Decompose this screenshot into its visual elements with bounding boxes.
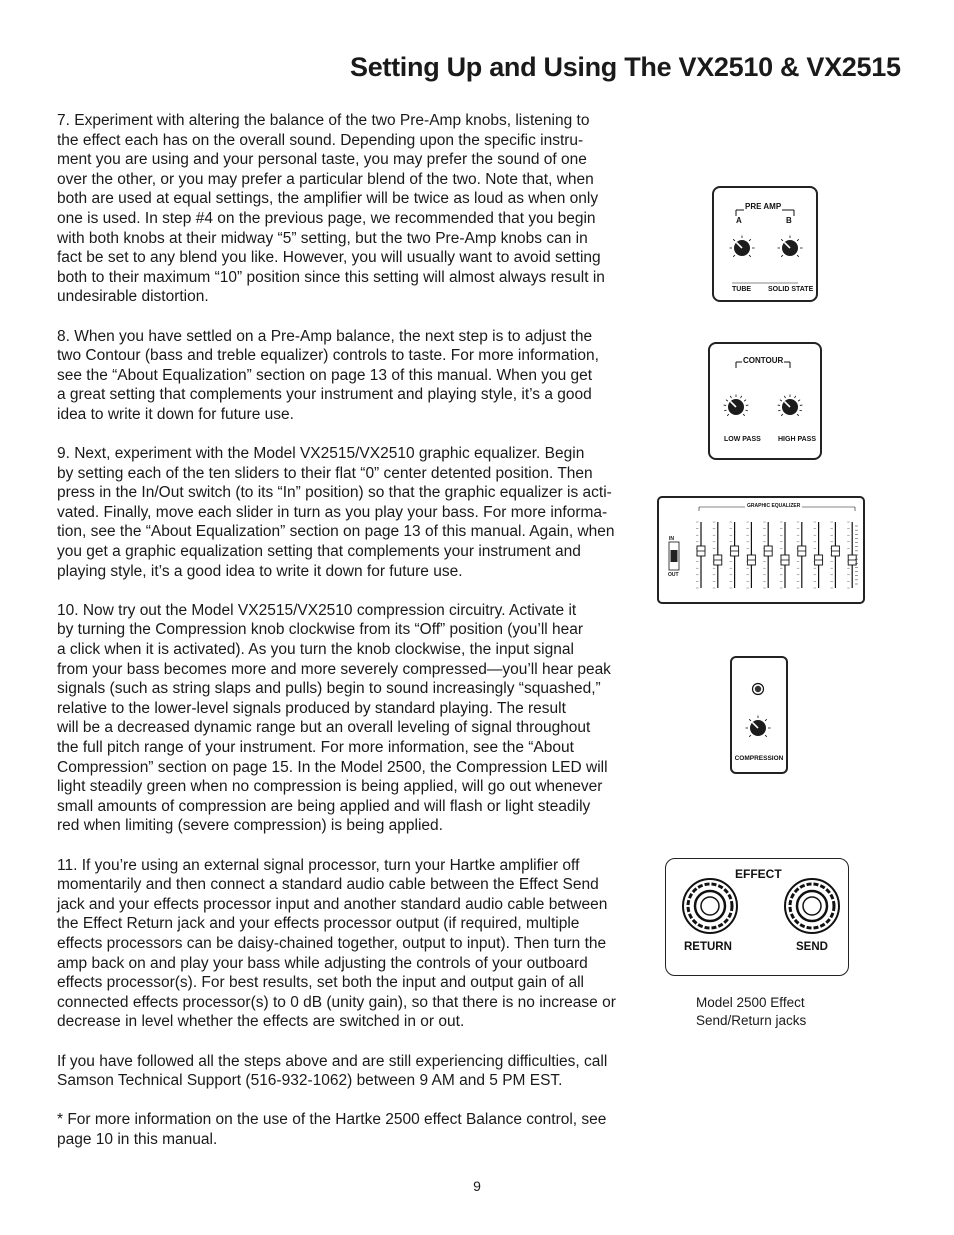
paragraph-step-8: 8. When you have settled on a Pre-Amp balance, the next step is to adjust the two Contour (bass and treble equalizer) controls to taste. For more information, see the “About Equalization” section on page 13 of this manual. When you get a great setting that complements your instrument and playing style, it’s a good idea to write it down for future use. (57, 327, 599, 423)
contour-title: CONTOUR (743, 356, 784, 365)
contour-low-pass-label: LOW PASS (724, 436, 761, 443)
graphic-eq-panel-figure (657, 496, 865, 604)
knob-scale-tick (778, 410, 780, 411)
knob-scale-tick (744, 400, 746, 401)
knob-scale-tick (743, 414, 745, 416)
knob-scale-tick (780, 400, 782, 401)
effect-return-jack[interactable] (683, 879, 737, 933)
paragraph-step-9: 9. Next, experiment with the Model VX2515/VX2510 graphic equalizer. Begin by setting each of the ten sliders to their flat “0” center detented position. Then press in the In/Out switch (to its “In” position) so that the graphic equalizer is acti- vated. Finally, move each slider in turn as you play your bass. For more informa- tion, see the “About Equalization” section on page 13 of this manual. Again, when you get a graphic equalization setting that complements your instrument and playing style, it’s a good idea to write it down for future use. (57, 445, 615, 580)
effect-send-jack[interactable] (785, 879, 839, 933)
paragraph-support: If you have followed all the steps above and are still experiencing difficulties, call Samson Technical Support (516-932-1062) between 9 AM and 5 PM EST. (57, 1052, 608, 1090)
knob-scale-tick (724, 410, 726, 411)
compression-panel-figure (730, 656, 788, 774)
graphic-eq-sliders (659, 498, 863, 602)
contour-high-knob[interactable] (776, 384, 804, 424)
contour-panel-figure (708, 342, 822, 460)
knob-scale-tick (727, 414, 729, 416)
page-number: 9 (473, 1178, 481, 1194)
knob-scale-tick (749, 719, 751, 721)
graphic-eq-title: GRAPHIC EQUALIZER (747, 503, 801, 509)
compression-knob[interactable] (744, 708, 772, 742)
graphic-eq-in-label: IN (669, 536, 674, 542)
preamp-panel-figure (712, 186, 818, 302)
figure-caption: Model 2500 Effect Send/Return jacks (696, 995, 807, 1028)
knob-scale-tick (730, 396, 731, 398)
knob-scale-tick (797, 239, 799, 241)
knob-scale-tick (749, 735, 751, 737)
paragraph-step-10: 10. Now try out the Model VX2515/VX2510 compression circuitry. Activate it by turning the Compression knob clockwise from its “Off” position (you’ll hear a click when it is activated). As you turn the knob clockwise, the input signal from your bass becomes more and more severely compressed—you’ll hear peak signals (such as string slaps and pulls) begin to sound increasingly “squashed,” relative to the lower-level signals produced by standard playing. The result will be a decreased dynamic range but an overall leveling of signal throughout the full pitch range of your instrument. For more information, see the “About Compression” section on page 15. In the Model 2500, the Compression LED will light steadily green when no compression is being applied, will go out whenever small amounts of compression are being applied and will flash or light steadily red when limiting (severe compression) is being applied. (57, 601, 611, 835)
knob-scale-tick (781, 239, 783, 241)
knob-scale-tick (795, 396, 796, 398)
preamp-knob-a-label: A (736, 216, 742, 225)
body-text (57, 111, 623, 1169)
preamp-knob-b-label: B (786, 216, 792, 225)
knob-scale-tick (797, 414, 799, 416)
paragraph-step-11: 11. If you’re using an external signal processor, turn your Hartke amplifier off momentarily and then connect a standard audio cable between the Effect Send jack and your effects processor input and another standard audio cable between the Effect Return jack and your effects processor output (if required, multiple effects processors can be daisy-chained together, output to input). Then turn the amp back on and play your bass while adjusting the controls of your outboard effects processor(s). For best results, set both the input and output gain of all connected effects processor(s) to 0 dB (unity gain), so that there is no increase or decrease in level whether the effects are switched in or out. (57, 856, 616, 1031)
knob-scale-tick (749, 239, 751, 241)
preamp-title: PRE AMP (745, 202, 782, 211)
knob-scale-tick (800, 410, 802, 411)
effect-send-label: SEND (796, 941, 828, 953)
preamp-solid-state-label: SOLID STATE (768, 286, 814, 293)
page-title: Setting Up and Using The VX2510 & VX2515 (350, 52, 901, 82)
knob-scale-tick (749, 255, 751, 257)
preamp-knob-a[interactable] (728, 228, 756, 262)
preamp-tube-label: TUBE (732, 286, 752, 293)
knob-scale-tick (781, 414, 783, 416)
knob-scale-tick (741, 396, 742, 398)
knob-scale-tick (798, 400, 800, 401)
paragraph-step-7: 7. Experiment with altering the balance of the two Pre-Amp knobs, listening to the effect each has on the overall sound. Depending upon the specific instru- ment you are using and your personal taste, you may prefer the sound of one over the other, or you may prefer a particular blend of the two. Note that, when both are used at equal settings, the amplifier will be twice as loud as when only one is used. In step #4 on the previous page, we recommended that you begin with both knobs at their midway “5” setting, but the two Pre-Amp knobs can in fact be set to any blend you like. However, you will usually want to avoid setting both to their maximum “10” position since this setting will almost always result in undesirable distortion. (57, 112, 605, 306)
knob-scale-tick (781, 255, 783, 257)
graphic-eq-out-label: OUT (668, 572, 679, 578)
knob-scale-tick (746, 410, 748, 411)
preamp-knob-b[interactable] (776, 228, 804, 262)
compression-label: COMPRESSION (734, 755, 784, 762)
contour-low-knob[interactable] (722, 384, 750, 424)
knob-scale-tick (765, 735, 767, 737)
knob-scale-tick (733, 255, 735, 257)
contour-high-pass-label: HIGH PASS (778, 436, 816, 443)
knob-scale-tick (765, 719, 767, 721)
effect-title: EFFECT (735, 867, 782, 881)
effect-return-label: RETURN (684, 941, 732, 953)
knob-scale-tick (797, 255, 799, 257)
knob-scale-tick (726, 400, 728, 401)
paragraph-footnote: * For more information on the use of the Hartke 2500 effect Balance control, see page 10 in this manual. (57, 1111, 607, 1148)
knob-scale-tick (784, 396, 785, 398)
knob-scale-tick (733, 239, 735, 241)
effect-panel-figure (665, 858, 849, 976)
